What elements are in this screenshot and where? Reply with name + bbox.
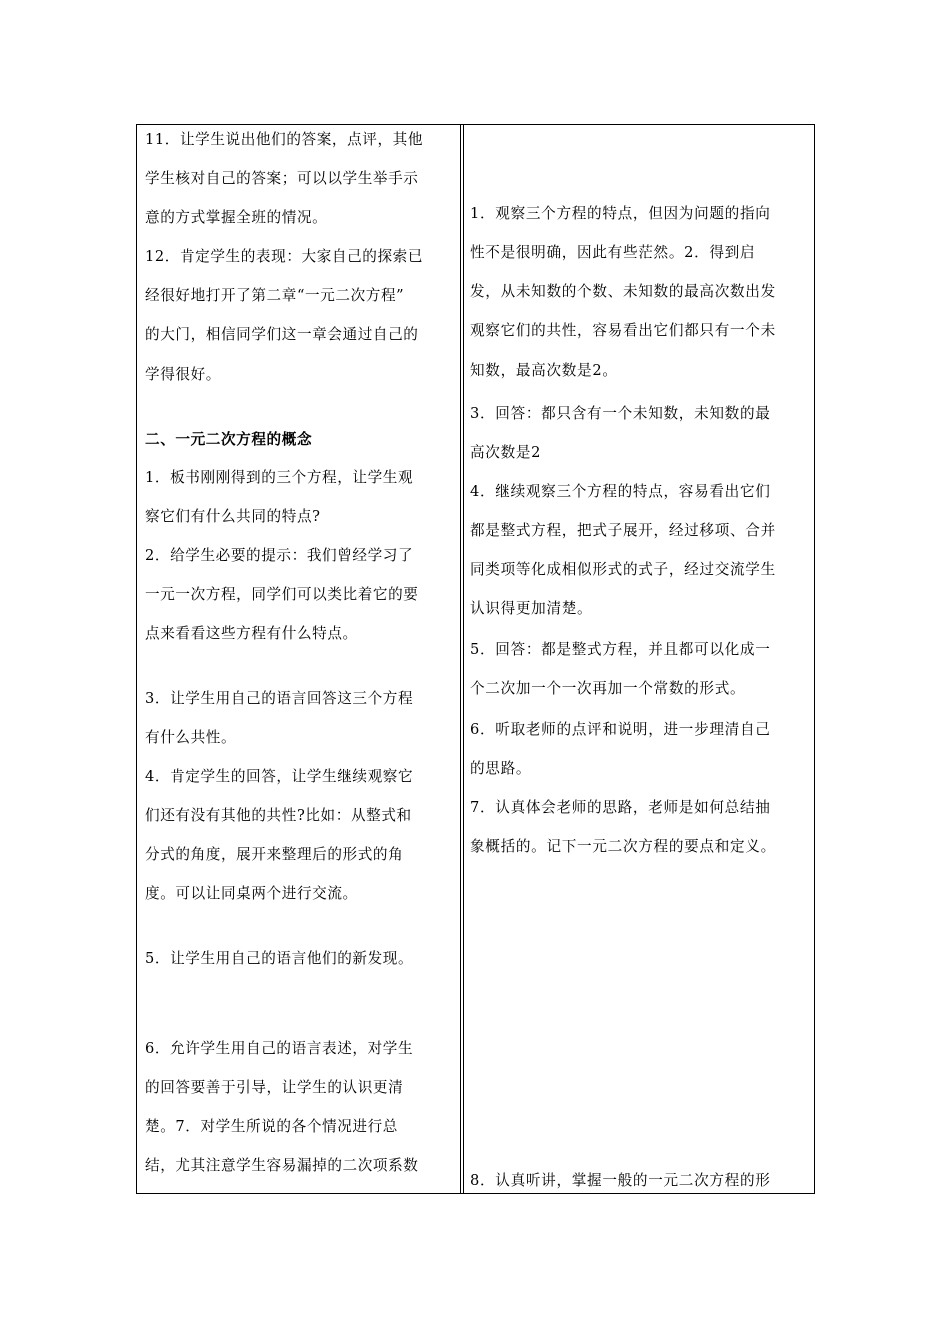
left-line: 2．给学生必要的提示：我们曾经学习了 (145, 547, 414, 564)
left-line: 11．让学生说出他们的答案，点评，其他 (145, 131, 424, 148)
right-line: 8．认真听讲，掌握一般的一元二次方程的形 (470, 1172, 771, 1189)
left-line: 6．允许学生用自己的语言表述，对学生 (145, 1040, 414, 1057)
left-line: 结，尤其注意学生容易漏掉的二次项系数 (145, 1157, 419, 1174)
right-line: 观察它们的共性，容易看出它们都只有一个未 (470, 322, 776, 339)
left-line: 楚。7．对学生所说的各个情况进行总 (145, 1118, 398, 1135)
section-heading: 二、一元二次方程的概念 (145, 431, 313, 448)
right-line: 3．回答：都只含有一个未知数，未知数的最 (470, 405, 771, 422)
right-line: 4．继续观察三个方程的特点，容易看出它们 (470, 483, 771, 500)
right-line: 高次数是2 (470, 444, 542, 461)
left-line: 4．肯定学生的回答，让学生继续观察它 (145, 768, 414, 785)
left-line: 意的方式掌握全班的情况。 (145, 209, 328, 226)
right-line: 7．认真体会老师的思路，老师是如何总结抽 (470, 799, 771, 816)
left-line: 们还有没有其他的共性?比如：从整式和 (145, 807, 412, 824)
left-line: 学得很好。 (145, 366, 221, 383)
right-line: 认识得更加清楚。 (470, 600, 593, 617)
right-line: 知数，最高次数是2。 (470, 362, 618, 379)
right-line: 发，从未知数的个数、未知数的最高次数出发 (470, 283, 776, 300)
left-line: 有什么共性。 (145, 729, 237, 746)
right-line: 的思路。 (470, 760, 532, 777)
right-line: 6．听取老师的点评和说明，进一步理清自己 (470, 721, 771, 738)
left-line: 的回答要善于引导，让学生的认识更清 (145, 1079, 404, 1096)
left-line: 1．板书刚刚得到的三个方程，让学生观 (145, 469, 414, 486)
student-activity-column (464, 125, 814, 1193)
left-line: 5．让学生用自己的语言他们的新发现。 (145, 950, 414, 967)
left-line: 学生核对自己的答案；可以以学生举手示 (145, 170, 419, 187)
left-line: 12．肯定学生的表现：大家自己的探索已 (145, 248, 424, 265)
right-line: 1．观察三个方程的特点，但因为问题的指向 (470, 205, 771, 222)
lesson-table (136, 124, 815, 1194)
left-line: 分式的角度，展开来整理后的形式的角 (145, 846, 404, 863)
left-line: 点来看看这些方程有什么特点。 (145, 625, 358, 642)
right-line: 同类项等化成相似形式的式子，经过交流学生 (470, 561, 776, 578)
left-line: 3．让学生用自己的语言回答这三个方程 (145, 690, 414, 707)
right-line: 都是整式方程，把式子展开，经过移项、合并 (470, 522, 776, 539)
right-line: 象概括的。记下一元二次方程的要点和定义。 (470, 838, 776, 855)
right-line: 5．回答：都是整式方程，并且都可以化成一 (470, 641, 771, 658)
left-line: 察它们有什么共同的特点? (145, 508, 321, 525)
left-line: 度。可以让同桌两个进行交流。 (145, 885, 358, 902)
teacher-activity-column (137, 125, 462, 1193)
right-line: 性不是很明确，因此有些茫然。2．得到启 (470, 244, 756, 261)
left-line: 经很好地打开了第二章“一元二次方程” (145, 287, 405, 304)
right-line: 个二次加一个一次再加一个常数的形式。 (470, 680, 746, 697)
left-line: 的大门，相信同学们这一章会通过自己的 (145, 326, 419, 343)
left-line: 一元一次方程，同学们可以类比着它的要 (145, 586, 419, 603)
